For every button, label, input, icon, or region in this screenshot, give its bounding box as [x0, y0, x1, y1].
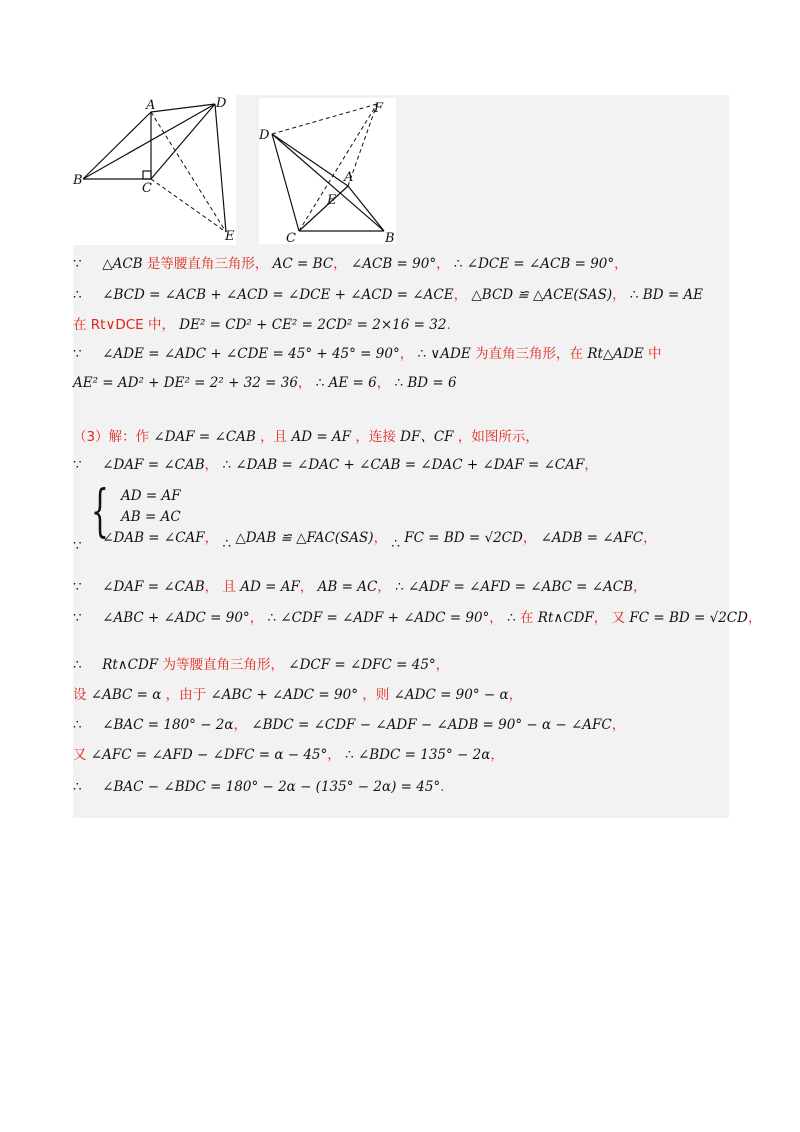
therefore-symbol: ∴: [73, 717, 82, 733]
fig2-label-F: F: [374, 101, 384, 116]
math-expr: AE² = AD² + DE² = 2² + 32 = 36: [73, 375, 298, 391]
because-symbol: ∵: [73, 579, 82, 595]
math-expr: ∠ABC + ∠ADC = 90°: [102, 610, 250, 626]
therefore-symbol: ∴: [73, 779, 82, 795]
fig2-label-D: D: [259, 128, 270, 143]
text-fragment: ，且: [260, 429, 288, 445]
text-fragment: ，连接: [355, 429, 396, 445]
math-expr: ∠DCF = ∠DFC = 45°: [288, 657, 436, 673]
fig2-label-E: E: [327, 193, 337, 208]
proof-line-4: ∵ ∠ADE = ∠ADC + ∠CDE = 45° + 45° = 90°， ∴ ∨ADE 为直角三角形，在 Rt△ADE 中: [73, 346, 662, 362]
figure-2: [259, 98, 396, 244]
math-expr: △BCD ≌ △ACE(SAS): [471, 287, 613, 303]
text-fragment: 且: [222, 579, 236, 595]
text-fragment: 又: [73, 747, 87, 763]
text-fragment: ，由于: [165, 687, 207, 703]
text-fragment: ，则: [362, 687, 390, 703]
solution-panel: [73, 95, 762, 818]
math-expr: ∠ADF = ∠AFD = ∠ABC = ∠ACB: [407, 579, 634, 595]
math-expr: AC = BC: [272, 256, 334, 272]
math-expr: Rt∧CDF: [537, 610, 594, 626]
therefore-symbol: ∴: [222, 457, 232, 473]
math-expr: ∠DAF = ∠CAB: [102, 579, 205, 595]
math-expr: ∠BAC = 180° − 2α: [102, 717, 234, 733]
therefore-symbol: ∴: [453, 256, 463, 272]
figure-1-drawing: [73, 95, 236, 245]
therefore-symbol: ∴: [73, 657, 82, 673]
math-expr: Rt∧CDF: [102, 657, 159, 673]
because-symbol: ∵: [73, 457, 82, 473]
math-expr: △DAB ≌ △FAC(SAS): [235, 530, 374, 546]
fig1-label-C: C: [142, 181, 152, 196]
text-fragment: ，如图所示，: [457, 429, 539, 445]
fig2-label-B: B: [385, 231, 395, 244]
math-expr: AB = AC: [121, 509, 181, 525]
math-expr: ∠AFC = ∠AFD − ∠DFC = α − 45°: [90, 747, 328, 763]
because-symbol: ∵: [73, 610, 82, 626]
math-expr: ∠DAB = ∠CAF: [102, 530, 205, 546]
therefore-symbol: ∴: [345, 747, 354, 763]
math-expr: FC = BD = √2CD: [404, 530, 523, 546]
because-symbol: ∵: [73, 256, 82, 272]
figure-1: [73, 95, 236, 245]
math-expr: ∠BDC = 135° − 2α: [357, 747, 491, 763]
math-expr: ∠BAC − ∠BDC = 180° − 2α − (135° − 2α) = 45°: [102, 779, 441, 795]
fig1-label-B: B: [73, 173, 83, 188]
text-fragment: 在 Rt∨DCE 中，: [73, 317, 175, 333]
math-expr: AB = AC: [317, 579, 378, 595]
math-expr: ∠DAF = ∠CAB: [153, 429, 256, 445]
text-fragment: 又: [611, 610, 626, 626]
proof-line-5: AE² = AD² + DE² = 2² + 32 = 36， ∴ AE = 6， ∴ BD = 6: [73, 375, 457, 391]
math-expr: Rt△ADE: [587, 346, 644, 362]
math-expr: ∠ADB = ∠AFC: [540, 530, 644, 546]
therefore-symbol: ∴: [315, 375, 325, 391]
system-eq-1: [121, 487, 181, 505]
proof-line-13: ∴ ∠BAC = 180° − 2α， ∠BDC = ∠CDF − ∠ADF − ∠ADB = 90° − α − ∠AFC，: [73, 717, 626, 733]
proof-line-2: ∴ ∠BCD = ∠ACB + ∠ACD = ∠DCE + ∠ACD = ∠ACE， △BCD ≌ △ACE(SAS)， ∴ BD = AE: [73, 287, 704, 303]
proof-line-8: ∵ ∠DAB = ∠CAF， ∴ △DAB ≌ △FAC(SAS)， ∴ FC = BD = √2CD， ∠ADB = ∠AFC，: [73, 530, 657, 554]
math-expr: AD = AF: [291, 429, 352, 445]
math-expr: ∠DAF = ∠CAB: [102, 457, 205, 473]
math-expr: AD = AF: [121, 488, 181, 504]
because-symbol: ∵: [73, 346, 82, 362]
math-expr: DE² = CD² + CE² = 2CD² = 2×16 = 32: [179, 317, 447, 333]
fig2-label-C: C: [286, 231, 296, 244]
math-expr: ∠ADC = 90° − α: [393, 687, 509, 703]
system-eq-2: [121, 508, 181, 526]
math-expr: ∨ADE: [430, 346, 471, 362]
math-expr: ∠ABC = α: [90, 687, 162, 703]
fig1-label-E: E: [225, 229, 235, 244]
math-expr: ∠BDC = ∠CDF − ∠ADF − ∠ADB = 90° − α − ∠AFC: [251, 717, 612, 733]
text-fragment: 设: [73, 687, 87, 703]
because-symbol: ∵: [73, 538, 82, 554]
proof-line-12: 设 ∠ABC = α ，由于 ∠ABC + ∠ADC = 90° ，则 ∠ADC = 90° − α，: [73, 687, 523, 703]
figure-2-drawing: [259, 98, 396, 244]
math-expr: ∠DCE = ∠ACB = 90°: [466, 256, 615, 272]
proof-line-1: ∵ △ACB 是等腰直角三角形， AC = BC， ∠ACB = 90°， ∴ ∠DCE = ∠ACB = 90°，: [73, 256, 628, 272]
therefore-symbol: ∴: [73, 287, 82, 303]
fig2-label-A: A: [344, 170, 354, 185]
math-expr: ∠CDF = ∠ADF + ∠ADC = 90°: [280, 610, 490, 626]
proof-line-7: ∵ ∠DAF = ∠CAB， ∴ ∠DAB = ∠DAC + ∠CAB = ∠DAC + ∠DAF = ∠CAF，: [73, 457, 598, 473]
proof-line-9: ∵ ∠DAF = ∠CAB， 且 AD = AF， AB = AC， ∴ ∠ADF = ∠AFD = ∠ABC = ∠ACB，: [73, 579, 647, 595]
text-fragment: 为直角三角形，在: [475, 346, 584, 362]
proof-line-6: [73, 428, 539, 446]
fig1-label-D: D: [216, 96, 227, 111]
math-expr: ∠ACB = 90°: [350, 256, 437, 272]
proof-line-15: ∴ ∠BAC − ∠BDC = 180° − 2α − (135° − 2α) = 45°.: [73, 779, 445, 795]
therefore-symbol: ∴: [391, 536, 400, 552]
text-fragment: 是等腰直角三角形，: [146, 256, 269, 272]
therefore-symbol: ∴: [507, 610, 516, 626]
text-fragment: 中: [648, 346, 662, 362]
text-fragment: 为等腰直角三角形，: [162, 657, 284, 673]
math-expr: DF、CF: [400, 429, 454, 445]
proof-line-3: 在 Rt∨DCE 中， DE² = CD² + CE² = 2CD² = 2×16 = 32.: [73, 317, 451, 333]
equation-system-brace: {: [91, 479, 109, 544]
fig1-label-A: A: [146, 98, 156, 113]
math-expr: FC = BD = √2CD: [629, 610, 748, 626]
math-expr: BD = AE: [642, 287, 704, 303]
therefore-symbol: ∴: [629, 287, 639, 303]
proof-line-10: ∵ ∠ABC + ∠ADC = 90°， ∴ ∠CDF = ∠ADF + ∠ADC = 90°， ∴ 在 Rt∧CDF， 又 FC = BD = √2CD，: [73, 610, 762, 626]
math-expr: ∠BCD = ∠ACB + ∠ACD = ∠DCE + ∠ACD = ∠ACE: [102, 287, 454, 303]
therefore-symbol: ∴: [417, 346, 427, 362]
therefore-symbol: ∴: [222, 536, 232, 552]
math-expr: ∠ADE = ∠ADC + ∠CDE = 45° + 45° = 90°: [102, 346, 400, 362]
text-fragment: 在: [519, 610, 534, 626]
therefore-symbol: ∴: [395, 579, 404, 595]
math-expr: △ACB: [102, 256, 143, 272]
math-expr: BD = 6: [407, 375, 457, 391]
math-expr: ∠DAB = ∠DAC + ∠CAB = ∠DAC + ∠DAF = ∠CAF: [235, 457, 585, 473]
therefore-symbol: ∴: [394, 375, 404, 391]
math-expr: AD = AF: [240, 579, 300, 595]
math-expr: ∠ABC + ∠ADC = 90°: [210, 687, 358, 703]
proof-line-14: 又 ∠AFC = ∠AFD − ∠DFC = α − 45°， ∴ ∠BDC = 135° − 2α，: [73, 747, 504, 763]
therefore-symbol: ∴: [267, 610, 277, 626]
proof-line-11: ∴ Rt∧CDF 为等腰直角三角形， ∠DCF = ∠DFC = 45°，: [73, 657, 450, 673]
math-expr: AE = 6: [328, 375, 377, 391]
text-fragment: （3）解：作: [73, 429, 150, 445]
